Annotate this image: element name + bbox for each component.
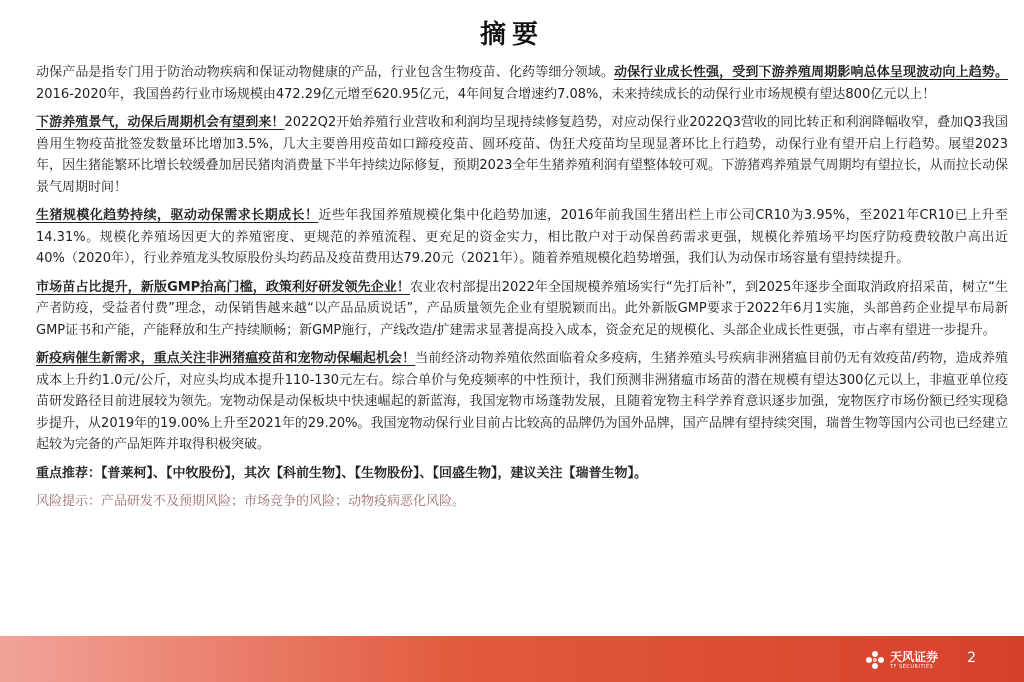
footer-bar — [0, 636, 1024, 682]
risk-warning: 风险提示：产品研发不及预期风险；市场竞争的风险；动物疫病恶化风险。 — [36, 494, 466, 509]
paragraph-1-lead: 动保产品是指专门用于防治动物疾病和保证动物健康的产品，行业包含生物疫苗、化药等细分领域。 — [36, 65, 615, 80]
paragraph-3-highlight: 生猪规模化趋势持续，驱动动保需求长期成长！ — [36, 208, 319, 223]
logo-cn: 天风证券 — [890, 649, 939, 664]
paragraph-2-body: 2022Q2开始养殖行业营收和利润均呈现持续修复趋势，对应动保行业2022Q3营收的同比转正和利润降幅收窄，叠加Q3我国兽用生物疫苗批签发数量环比增加3.5%，几大主要兽用疫苗如口蹄疫疫苗、圆环疫苗、伪狂犬疫苗均呈现显著环比上行趋势，动保行业有望开启上行趋势。展望2023年，因生猪能繁环比增长较缓叠加居民猪肉消费量下半年持续边际修复，预期2023全年生猪养殖利润有望整体较可观。下游猪鸡养殖景气周期均有望拉长，从而拉长动保景气周期时间！ — [36, 115, 1008, 195]
paragraph-5 — [36, 348, 1008, 456]
paragraph-2-highlight: 下游养殖景气，动保后周期机会有望到来！ — [36, 115, 285, 130]
paragraph-3-body: 近些年我国养殖规模化集中化趋势加速，2016年前我国生猪出栏上市公司CR10为3.95%，至2021年CR10已上升至14.31%。规模化养殖场因更大的养殖密度、更规范的养殖流程、更充足的资金实力，相比散户对于动保兽药需求更强，规模化养殖场平均医疗防疫费较散户高出近40%（2020年），行业养殖龙头牧原股份头均药品及疫苗费用达79.20元（2021年）。随着养殖规模化趋势增强，我们认为动保市场容量有望持续提升。 — [36, 208, 1008, 266]
page-number: 2 — [967, 650, 976, 666]
tf-securities-logo-icon — [864, 649, 886, 671]
summary-content — [36, 62, 1008, 520]
logo-en: TF SECURITIES — [890, 663, 934, 670]
paragraph-2 — [36, 112, 1008, 198]
paragraph-5-body: 当前经济动物养殖依然面临着众多疫病，生猪养殖头号疾病非洲猪瘟目前仍无有效疫苗/药物，造成养殖成本上升约1.0元/公斤，对应头均成本提升110-130元左右。综合单价与免疫频率的中性预计，我们预测非洲猪瘟市场苗的潜在规模有望达300亿元以上，非瘟亚单位疫苗研发路径目前进展较为领先。宠物动保是动保板块中快速崛起的新蓝海，我国宠物市场蓬勃发展，且随着宠物主科学养育意识逐步加强，宠物医疗市场份额已经实现稳步提升，从2019年的19.00%上升至2021年的29.20%。我国宠物动保行业目前占比较高的品牌仍为国外品牌，国产品牌有望持续突围，瑞普生物等国内公司也已经建立起较为完备的产品矩阵并取得积极突破。 — [36, 351, 1008, 452]
paragraph-1-body: 2016-2020年，我国兽药行业市场规模由472.29亿元增至620.95亿元，4年间复合增速约7.08%，未来持续成长的动保行业市场规模有望达800亿元以上！ — [36, 86, 936, 102]
paragraph-5-highlight: 新疫病催生新需求，重点关注非洲猪瘟疫苗和宠物动保崛起机会！ — [36, 351, 416, 366]
page-title: 摘要 — [479, 20, 544, 50]
paragraph-1 — [36, 62, 1008, 105]
paragraph-3 — [36, 205, 1008, 270]
paragraph-4-highlight: 市场苗占比提升，新版GMP抬高门槛，政策利好研发领先企业！ — [36, 279, 411, 295]
brand-logo — [864, 646, 938, 674]
logo-text — [890, 650, 938, 671]
paragraph-4 — [36, 277, 1008, 342]
recommendation: 重点推荐：【普莱柯】、【中牧股份】，其次【科前生物】、【生物股份】、【回盛生物】，建议关注【瑞普生物】。 — [36, 465, 648, 481]
paragraph-4-body: 农业农村部提出2022年全国规模养殖场实行“先打后补”，到2025年逐步全面取消政府招采苗，树立“生产者防疫，受益者付费”理念，动保销售越来越“以产品品质说话”，产品质量领先企业有望脱颖而出。此外新版GMP要求于2022年6月1实施，头部兽药企业提早布局新GMP证书和产能，产能释放和生产持续顺畅；新GMP施行，产线改造/扩建需求显著提高投入成本，资金充足的规模化、头部企业成长性更强，市占率有望进一步提升。 — [36, 279, 1009, 338]
paragraph-1-highlight: 动保行业成长性强，受到下游养殖周期影响总体呈现波动向上趋势。 — [614, 65, 1008, 80]
